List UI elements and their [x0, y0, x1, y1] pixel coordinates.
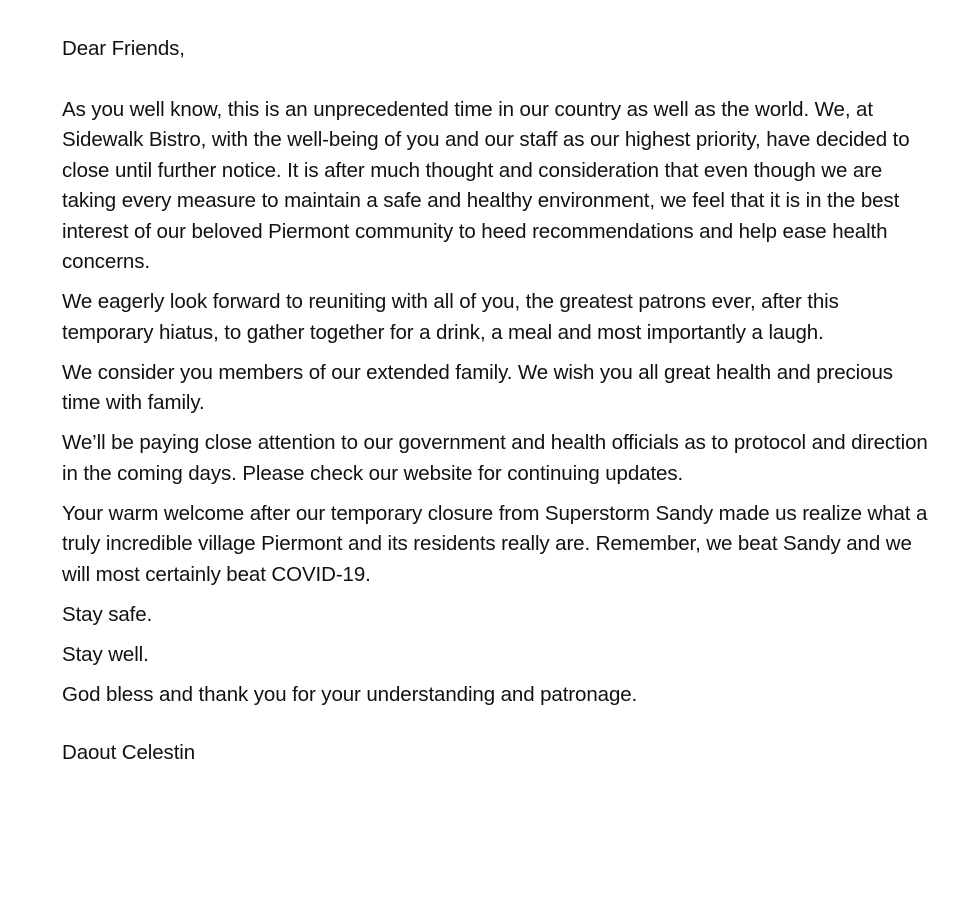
paragraph-reunion: We eagerly look forward to reuniting with all of you, the greatest patrons ever, after this temporary hiatus, to gather together for a drink, a meal and most importantly a laugh.	[62, 290, 839, 344]
paragraph-family: We consider you members of our extended family. We wish you all great health and precious time with family.	[62, 360, 893, 414]
closing-stay-safe: Stay safe.	[62, 602, 153, 626]
signature: Daout Celestin	[62, 741, 196, 764]
closing-stay-well: Stay well.	[62, 642, 149, 666]
paragraph-sandy: Your warm welcome after our temporary closure from Superstorm Sandy made us realize what a truly incredible village Piermont and its residents really are. Remember, we beat Sandy and we will most certainly beat COVID-19.	[62, 501, 928, 586]
paragraph-closure-announcement: As you well know, this is an unprecedented time in our country as well as the world. We, at Sidewalk Bistro, with the well-being of you and our staff as our highest priority, have decided to close until further notice. It is after much thought and consideration that even though we are taking every measure to maintain a safe and healthy environment, we feel that it is in the best interest of our beloved Piermont community to heed recommendations and help ease health concerns.	[62, 97, 910, 273]
letter-body	[62, 34, 932, 769]
closing-thanks: God bless and thank you for your understanding and patronage.	[62, 682, 638, 706]
paragraph-updates: We’ll be paying close attention to our government and health officials as to protocol and direction in the coming days. Please check our website for continuing updates.	[62, 431, 928, 485]
salutation: Dear Friends,	[62, 37, 185, 60]
